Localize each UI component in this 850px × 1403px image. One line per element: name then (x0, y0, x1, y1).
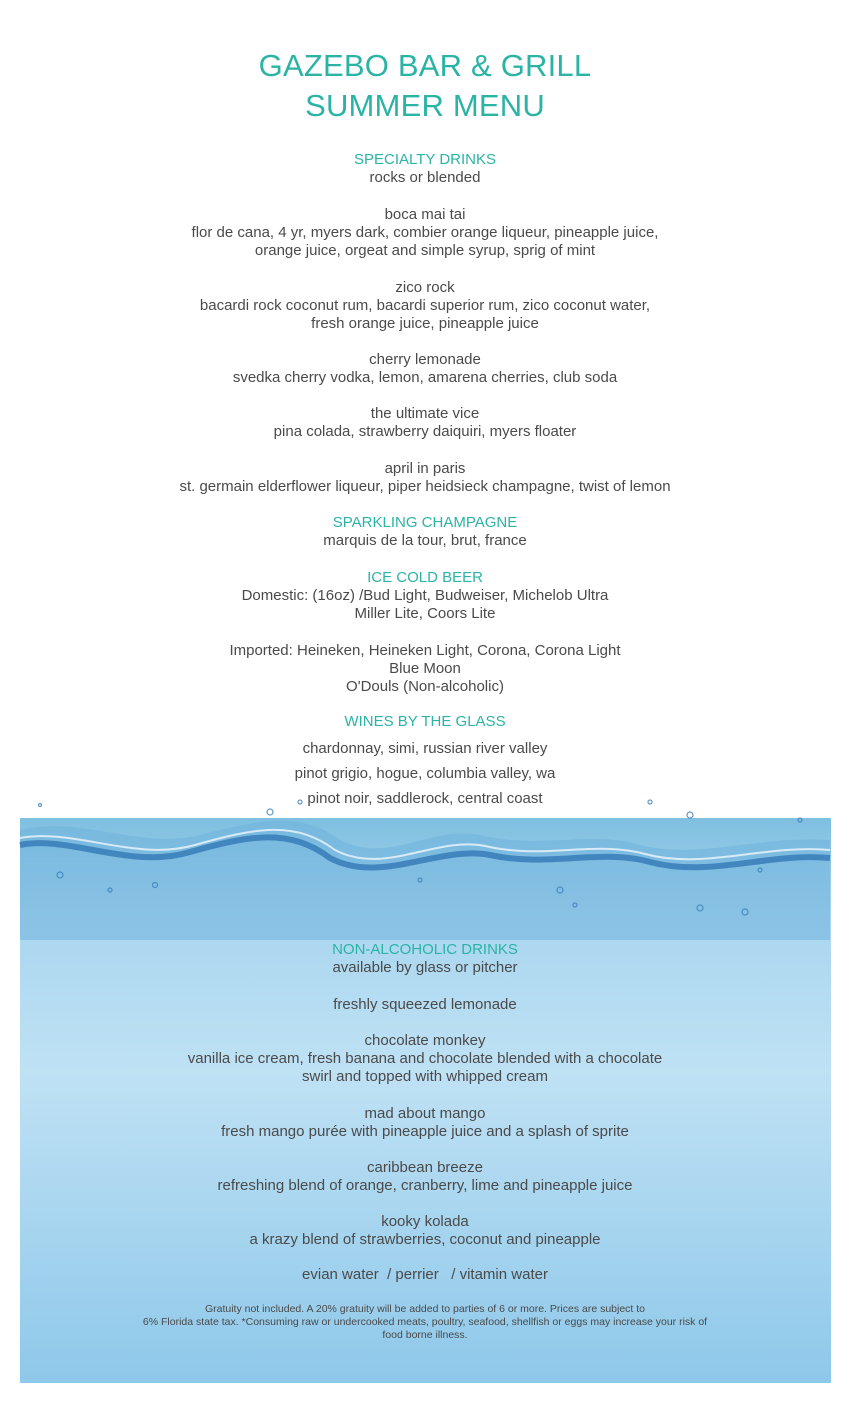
beer-imported-line: Imported: Heineken, Heineken Light, Corona, Corona Light (229, 642, 621, 659)
section-heading: NON-ALCOHOLIC DRINKS (332, 941, 518, 958)
item-description: orange juice, orgeat and simple syrup, sprig of mint (254, 242, 596, 259)
menu-item (0, 1159, 850, 1195)
item-name: the ultimate vice (370, 405, 480, 422)
beer-imported-line: Blue Moon (389, 660, 461, 677)
non-alcoholic-section (0, 941, 850, 977)
item-name: april in paris (384, 460, 466, 477)
menu-item (0, 351, 850, 387)
menu-item (0, 460, 850, 496)
page-title (0, 46, 850, 126)
wine-item: pinot grigio, hogue, columbia valley, wa (294, 765, 556, 782)
menu-item (0, 1105, 850, 1141)
beer-imported (0, 642, 850, 696)
menu-item (0, 1213, 850, 1249)
item-name: zico rock (395, 279, 455, 296)
water-wave-graphic (0, 790, 850, 940)
wines-section (0, 713, 850, 731)
footer-line: food borne illness. (382, 1329, 468, 1341)
item-description: fresh mango purée with pineapple juice and a splash of sprite (221, 1123, 629, 1140)
menu-item: freshly squeezed lemonade (333, 996, 517, 1013)
sparkling-champagne-section (0, 514, 850, 550)
specialty-drinks-section (0, 151, 850, 187)
section-heading: SPARKLING CHAMPAGNE (332, 514, 518, 531)
ice-cold-beer-section (0, 569, 850, 623)
section-note: available by glass or pitcher (332, 959, 518, 976)
item-description: bacardi rock coconut rum, bacardi superior rum, zico coconut water, (199, 297, 651, 314)
item-name: cherry lemonade (369, 351, 481, 368)
menu-item (0, 1032, 850, 1086)
section-heading: WINES BY THE GLASS (344, 713, 506, 730)
section-heading: SPECIALTY DRINKS (354, 151, 496, 168)
beer-domestic: Domestic: (16oz) /Bud Light, Budweiser, Michelob Ultra (241, 587, 609, 604)
item-description: flor de cana, 4 yr, myers dark, combier orange liqueur, pineapple juice, (191, 224, 659, 241)
item-description: svedka cherry vodka, lemon, amarena cherries, club soda (232, 369, 618, 386)
beer-domestic: Miller Lite, Coors Lite (354, 605, 496, 622)
item-description: refreshing blend of orange, cranberry, lime and pineapple juice (217, 1177, 633, 1194)
item-name: boca mai tai (384, 206, 466, 223)
item-description: a krazy blend of strawberries, coconut and pineapple (249, 1231, 601, 1248)
item-description: pina colada, strawberry daiquiri, myers floater (273, 423, 577, 440)
title-line-2: SUMMER MENU (305, 88, 545, 123)
item-name: kooky kolada (381, 1213, 469, 1230)
item-name: mad about mango (364, 1105, 486, 1122)
footer-line: 6% Florida state tax. *Consuming raw or undercooked meats, poultry, seafood, shellfish or eggs may increase your risk of (142, 1316, 708, 1328)
item-description: st. germain elderflower liqueur, piper heidsieck champagne, twist of lemon (179, 478, 671, 495)
section-heading: ICE COLD BEER (367, 569, 483, 586)
footer-note (0, 1303, 850, 1342)
footer-line: Gratuity not included. A 20% gratuity will be added to parties of 6 or more. Prices are subject to (204, 1303, 646, 1315)
item-name: caribbean breeze (367, 1159, 483, 1176)
item-description: swirl and topped with whipped cream (302, 1068, 548, 1085)
wine-item: pinot noir, saddlerock, central coast (307, 790, 543, 807)
menu-item (0, 405, 850, 441)
menu-item (0, 206, 850, 260)
menu-item (0, 279, 850, 333)
menu-item: marquis de la tour, brut, france (323, 532, 527, 549)
section-note: rocks or blended (369, 169, 481, 186)
item-name: chocolate monkey (364, 1032, 486, 1049)
water-options: evian water / perrier / vitamin water (302, 1266, 548, 1283)
beer-imported-line: O'Douls (Non-alcoholic) (346, 678, 504, 695)
item-description: fresh orange juice, pineapple juice (311, 315, 539, 332)
item-description: vanilla ice cream, fresh banana and chocolate blended with a chocolate (187, 1050, 663, 1067)
title-line-1: GAZEBO BAR & GRILL (258, 48, 592, 83)
wine-item: chardonnay, simi, russian river valley (302, 740, 548, 757)
